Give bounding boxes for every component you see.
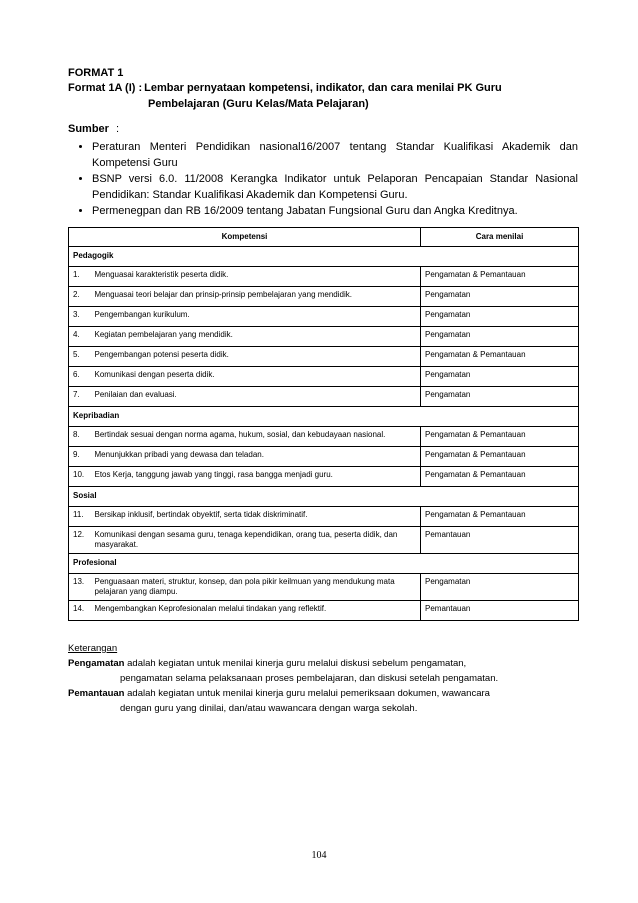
table-row [69,306,579,326]
section-row [69,246,579,266]
row-competency: Kegiatan pembelajaran yang mendidik. [91,326,421,346]
format-title-line2: Pembelajaran (Guru Kelas/Mata Pelajaran) [148,98,369,110]
notes-title: Keterangan [68,642,118,654]
section-row [69,406,579,426]
row-number: 12. [69,526,91,553]
note-item [68,686,578,716]
row-competency: Komunikasi dengan peserta didik. [91,366,421,386]
row-method: Pengamatan & Pemantauan [421,506,579,526]
row-method: Pengamatan [421,326,579,346]
row-number: 7. [69,386,91,406]
section-title: Kepribadian [69,406,579,426]
row-competency: Etos Kerja, tanggung jawab yang tinggi, rasa bangga menjadi guru. [91,466,421,486]
column-header-cara: Cara menilai [421,227,579,246]
row-number: 5. [69,346,91,366]
row-competency: Pengembangan kurikulum. [91,306,421,326]
row-competency: Menguasai karakteristik peserta didik. [91,266,421,286]
notes [68,641,578,716]
column-header-kompetensi: Kompetensi [69,227,421,246]
format-label: Format 1A (I) : [68,82,143,94]
row-number: 8. [69,426,91,446]
row-method: Pengamatan & Pemantauan [421,466,579,486]
table-row [69,506,579,526]
row-number: 10. [69,466,91,486]
sources-list [68,140,578,220]
table-row [69,326,579,346]
page-number: 104 [311,850,327,861]
row-competency: Menunjukkan pribadi yang dewasa dan teladan. [91,446,421,466]
row-method: Pengamatan & Pemantauan [421,346,579,366]
row-method: Pengamatan & Pemantauan [421,446,579,466]
format-heading: FORMAT 1 [68,67,124,79]
note-text-continued: dengan guru yang dinilai, dan/atau wawancara dengan warga sekolah. [120,702,418,714]
table-row [69,286,579,306]
row-competency: Mengembangkan Keprofesionalan melalui tindakan yang reflektif. [91,600,421,620]
table-row [69,446,579,466]
row-method: Pengamatan [421,366,579,386]
source-item: • Permenegpan dan RB 16/2009 tentang Jabatan Fungsional Guru dan Angka Kreditnya. [92,204,578,220]
row-method: Pengamatan [421,573,579,600]
row-method: Pemantauan [421,526,579,553]
note-term: Pengamatan [68,657,125,669]
sources-heading [68,122,578,136]
table-row [69,346,579,366]
section-title: Pedagogik [69,246,579,266]
document-page [68,66,578,716]
section-row [69,553,579,573]
table-row [69,526,579,553]
note-text: adalah kegiatan untuk menilai kinerja guru melalui pemeriksaan dokumen, wawancara [127,687,490,699]
format-title-line1: Lembar pernyataan kompetensi, indikator, dan cara menilai PK Guru [144,82,502,94]
row-number: 4. [69,326,91,346]
table-row [69,366,579,386]
table-row [69,573,579,600]
source-item: • Peraturan Menteri Pendidikan nasional16/2007 tentang Standar Kualifikasi Akademik dan Kompetensi Guru [92,140,578,171]
section-title: Sosial [69,486,579,506]
row-number: 13. [69,573,91,600]
note-text-continued: pengamatan selama pelaksanaan proses pembelajaran, dan diskusi setelah pengamatan. [120,672,499,684]
row-number: 11. [69,506,91,526]
note-text: adalah kegiatan untuk menilai kinerja guru melalui diskusi sebelum pengamatan, [127,657,467,669]
row-competency: Komunikasi dengan sesama guru, tenaga kependidikan, orang tua, peserta didik, dan masyarakat. [91,526,421,553]
source-item: • BSNP versi 6.0. 11/2008 Kerangka Indikator untuk Pelaporan Pencapaian Standar Nasional Pendidikan: Standar Kualifikasi Akademik dan Kompetensi Guru. [92,172,578,203]
table-row [69,466,579,486]
row-method: Pengamatan [421,386,579,406]
row-competency: Pengembangan potensi peserta didik. [91,346,421,366]
row-method: Pengamatan [421,286,579,306]
row-number: 9. [69,446,91,466]
section-row [69,486,579,506]
row-number: 1. [69,266,91,286]
table-row [69,266,579,286]
row-competency: Bertindak sesuai dengan norma agama, hukum, sosial, dan kebudayaan nasional. [91,426,421,446]
competency-table [68,227,579,621]
section-title: Profesional [69,553,579,573]
table-row [69,426,579,446]
row-method: Pengamatan & Pemantauan [421,266,579,286]
row-number: 14. [69,600,91,620]
table-row [69,386,579,406]
table-row [69,600,579,620]
sources-colon: : [116,123,120,135]
row-number: 6. [69,366,91,386]
row-number: 2. [69,286,91,306]
row-method: Pemantauan [421,600,579,620]
sources-label: Sumber [68,123,109,135]
row-method: Pengamatan & Pemantauan [421,426,579,446]
row-competency: Bersikap inklusif, bertindak obyektif, serta tidak diskriminatif. [91,506,421,526]
row-number: 3. [69,306,91,326]
row-competency: Menguasai teori belajar dan prinsip-prinsip pembelajaran yang mendidik. [91,286,421,306]
note-term: Pemantauan [68,687,125,699]
row-competency: Penilaian dan evaluasi. [91,386,421,406]
note-item [68,656,578,686]
format-title [68,80,578,96]
row-competency: Penguasaan materi, struktur, konsep, dan pola pikir keilmuan yang mendukung mata pelajaran yang diampu. [91,573,421,600]
row-method: Pengamatan [421,306,579,326]
